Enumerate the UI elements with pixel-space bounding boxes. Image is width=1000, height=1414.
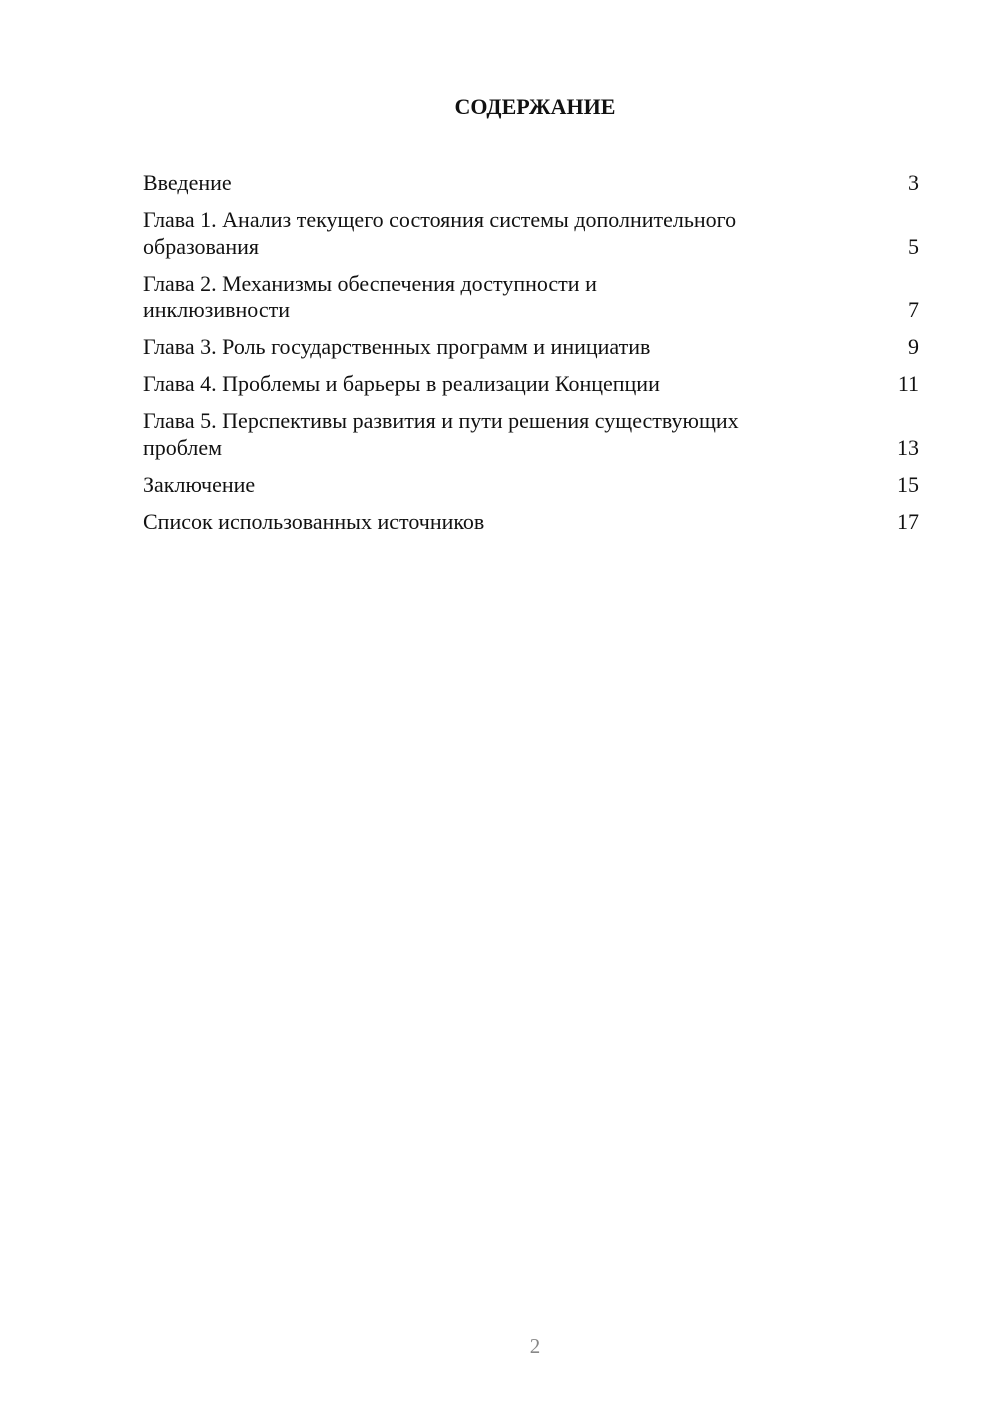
toc-entry-label: Глава 2. Механизмы обеспечения доступности и xyxy=(143,270,597,296)
toc-entry-chapter-2[interactable] xyxy=(143,271,919,324)
toc-entry-page: 11 xyxy=(897,371,919,396)
toc-entry-label: проблем xyxy=(143,434,223,460)
toc-entry-page: 13 xyxy=(897,434,919,460)
toc-entry-page: 3 xyxy=(908,170,919,195)
toc-entry-label: Глава 5. Перспективы развития и пути решения существующих xyxy=(143,408,739,433)
table-of-contents xyxy=(143,170,919,546)
page-number: 2 xyxy=(529,1334,541,1358)
toc-entry-chapter-3[interactable] xyxy=(143,334,919,361)
page-title: СОДЕРЖАНИЕ xyxy=(454,94,616,119)
toc-entry-chapter-5[interactable] xyxy=(143,408,919,461)
toc-entry-label: Введение xyxy=(143,170,232,195)
toc-entry-chapter-1[interactable] xyxy=(143,207,919,260)
toc-entry-references[interactable] xyxy=(143,509,919,536)
toc-entry-label: Глава 1. Анализ текущего состояния системы дополнительного xyxy=(143,207,737,232)
toc-entry-label: образования xyxy=(143,233,260,259)
toc-entry-introduction[interactable] xyxy=(143,170,919,197)
toc-entry-page: 9 xyxy=(908,334,919,359)
toc-entry-page: 17 xyxy=(897,508,919,534)
toc-entry-page: 5 xyxy=(908,233,919,259)
toc-entry-label: Глава 4. Проблемы и барьеры в реализации Концепции xyxy=(143,371,660,396)
toc-entry-label: Глава 3. Роль государственных программ и инициатив xyxy=(143,334,651,359)
toc-entry-chapter-4[interactable] xyxy=(143,371,919,398)
toc-entry-conclusion[interactable] xyxy=(143,472,919,499)
toc-entry-label: Заключение xyxy=(143,471,256,497)
toc-entry-label: Список использованных источников xyxy=(143,508,485,534)
toc-entry-page: 7 xyxy=(908,297,919,322)
toc-entry-page: 15 xyxy=(897,471,919,497)
toc-entry-label: инклюзивности xyxy=(143,297,290,322)
